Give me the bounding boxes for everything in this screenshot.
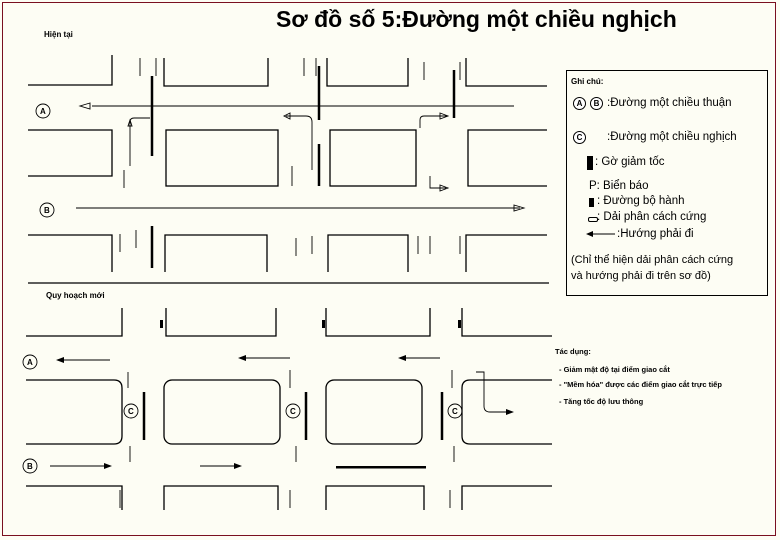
road-label-b: B <box>44 206 50 215</box>
legend-item-direction: :Hướng phải đi <box>617 228 694 240</box>
direction-arrow-icon <box>585 229 617 239</box>
legend-box <box>566 70 768 296</box>
effects-item-3: - Tăng tốc độ lưu thông <box>559 397 644 406</box>
legend-item-speed-bump: : Gờ giảm tốc <box>595 156 665 168</box>
section-current-label: Hiện tại <box>44 30 73 39</box>
effects-heading: Tác dụng: <box>555 347 591 356</box>
legend-circle-a: A <box>573 97 586 110</box>
road-label-a: A <box>40 107 46 116</box>
legend-item-sign: P: Biển báo <box>589 180 649 192</box>
legend-note-line1: (Chỉ thể hiện dải phân cách cứng <box>571 254 734 266</box>
effects-item-1: - Giảm mật độ tại điểm giao cắt <box>559 365 670 374</box>
legend-heading: Ghi chú: <box>571 77 604 86</box>
legend-item-divider: : Dải phân cách cứng <box>597 211 707 223</box>
legend-item-forward: :Đường một chiều thuận <box>607 97 732 109</box>
planned-street-grid <box>23 308 552 510</box>
diagram-title: Sơ đồ số 5:Đường một chiều nghịch <box>276 6 677 32</box>
legend-circle-b: B <box>590 97 603 110</box>
road-label-c-3: C <box>452 407 458 416</box>
road-label-c-2: C <box>290 407 296 416</box>
speed-bump-icon <box>587 156 593 170</box>
road-label-c-1: C <box>128 407 134 416</box>
legend-item-reverse: :Đường một chiều nghịch <box>607 131 737 143</box>
legend-item-sidewalk: : Đường bộ hành <box>597 195 685 207</box>
section-planned-label: Quy hoạch mới <box>46 291 105 300</box>
sidewalk-icon <box>589 198 594 207</box>
current-street-grid <box>28 55 547 272</box>
legend-circle-c: C <box>573 131 586 144</box>
road-label-b-planned: B <box>27 462 33 471</box>
legend-note-line2: và hướng phải đi trên sơ đồ) <box>571 270 711 282</box>
effects-item-2: - "Mềm hóa" được các điểm giao cắt trực tiếp <box>559 380 722 389</box>
road-label-a-planned: A <box>27 358 33 367</box>
